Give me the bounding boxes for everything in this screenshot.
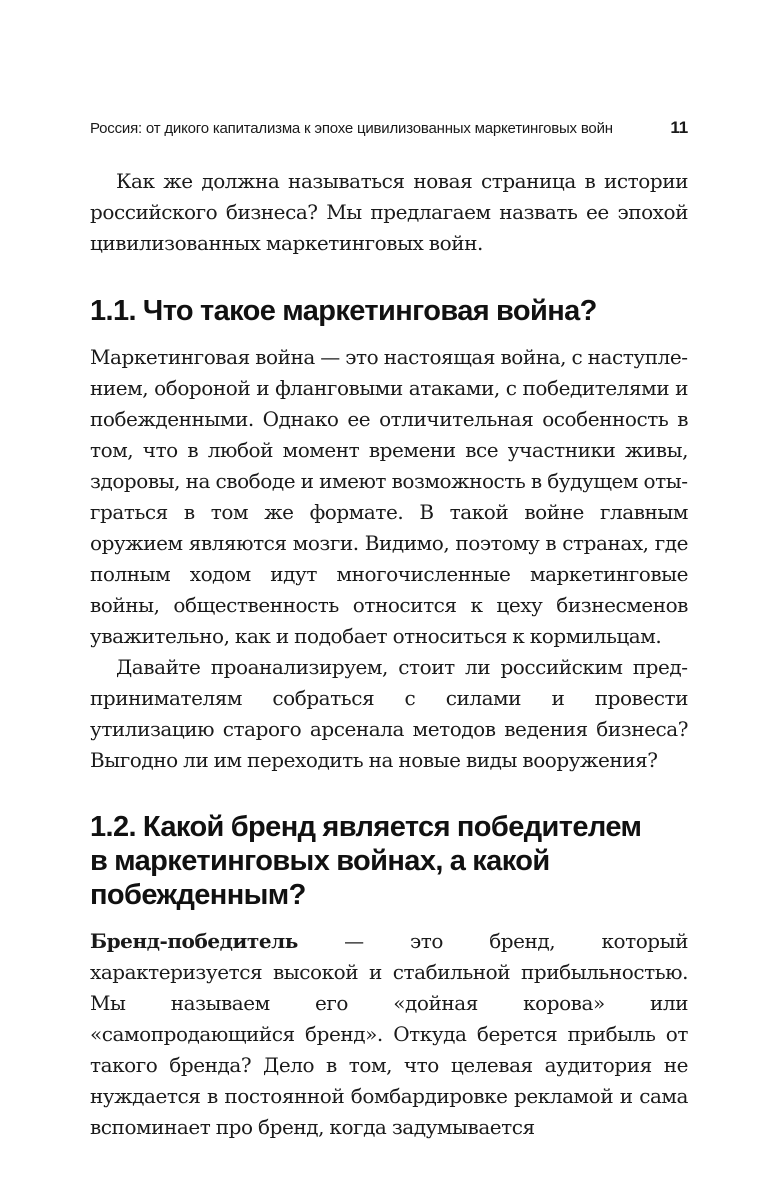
page-number: 11 <box>670 118 688 137</box>
running-title: Россия: от дикого капитализма к эпохе цивилизованных маркетинговых войн <box>90 120 613 137</box>
page-body <box>90 166 688 1143</box>
section-heading-1-2-line-2: в маркетинговых войнах, а какой <box>90 845 550 877</box>
section-heading-1-2-line-3: побежденным? <box>90 879 306 911</box>
section-1-2-paragraph-1-text: — это бренд, который характеризуется высокой и стабильной прибыльностью. Мы называем его «дойная корова» или «самопродающийся бренд». Откуда берется прибыль от такого бренда? Дело в том, что целевая аудитория не нуждается в постоянной бомбардировке рекламой и сама вспоминает про бренд, когда задумывается <box>90 929 688 1139</box>
section-1-1-paragraph-1: Маркетинговая война — это настоящая война, с наступлением, обороной и фланговыми атаками, с победителями и побежденными. Однако ее отличительная особенность в том, что в любой момент времени все участники живы, здоровы, на свободе и имеют возможность в будущем отыграться в том же формате. В такой войне главным оружием являются мозги. Видимо, поэтому в странах, где полным ходом идут многочисленные маркетинговые войны, общественность относится к цеху бизнесменов уважительно, как и подобает относиться к кормильцам. <box>90 345 688 648</box>
section-1-1-paragraph-2: Давайте проанализируем, стоит ли российским предпринимателям собраться с силами и провести утилизацию старого арсенала методов ведения бизнеса? Выгодно ли им переходить на новые виды вооружения? <box>90 655 688 772</box>
section-heading-1-2-line-1: 1.2. Какой бренд является победителем <box>90 811 642 843</box>
section-1-2-paragraph-1 <box>90 926 688 1143</box>
running-header <box>90 118 688 142</box>
defined-term: Бренд-победитель <box>90 929 298 953</box>
section-heading-1-2 <box>90 810 688 912</box>
section-heading-1-1: 1.1. Что такое маркетинговая война? <box>90 295 597 327</box>
intro-paragraph: Как же должна называться новая страница в истории российского бизнеса? Мы предлагаем назвать ее эпохой цивилизованных маркетинговых войн. <box>90 169 688 255</box>
